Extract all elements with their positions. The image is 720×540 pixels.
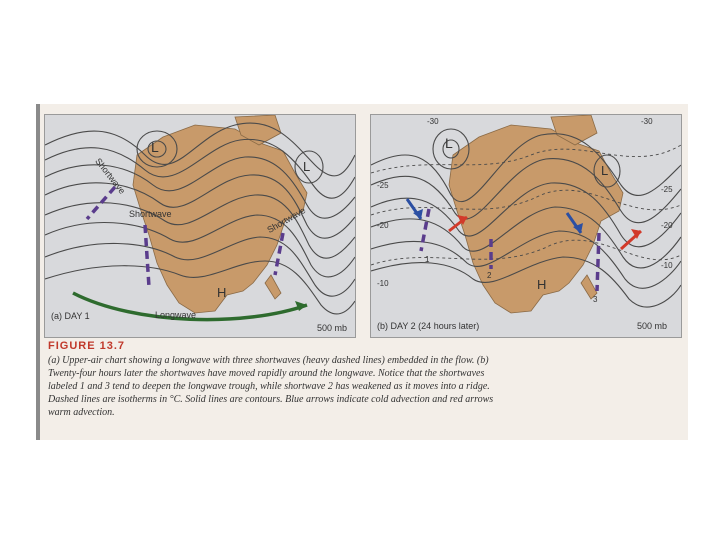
isotherm-label: -30 <box>427 117 439 126</box>
shortwave-label-right: Shortwave <box>265 205 308 235</box>
map-panel-day1 <box>44 114 356 338</box>
low-label-east: L <box>601 163 609 178</box>
isotherm-label: -10 <box>377 279 389 288</box>
panel-label-day1: (a) DAY 1 <box>51 311 90 321</box>
map-panel-day2 <box>370 114 682 338</box>
shortwave-number-1: 1 <box>425 255 430 264</box>
high-label: H <box>537 277 547 292</box>
low-label-west: L <box>151 139 159 155</box>
map-day2-drawing <box>371 115 681 337</box>
shortwave-number-3: 3 <box>593 295 598 304</box>
level-label-day1: 500 mb <box>317 323 348 333</box>
panel-label-day2: (b) DAY 2 (24 hours later) <box>377 321 480 331</box>
shortwave-label-mid: Shortwave <box>129 209 172 219</box>
longwave-label: Longwave <box>155 310 197 320</box>
shortwave-3-line <box>597 233 599 291</box>
shortwave-label-upper: Shortwave <box>93 156 128 196</box>
book-page-scan <box>36 104 688 440</box>
shortwave-number-2: 2 <box>487 271 492 280</box>
low-label-east: L <box>303 159 311 174</box>
level-label-day2: 500 mb <box>637 321 668 331</box>
high-label: H <box>217 285 227 300</box>
low-label-west: L <box>445 135 453 151</box>
map-day1-drawing <box>45 115 355 337</box>
florida-land <box>265 275 281 299</box>
isotherm-label: -25 <box>661 185 673 194</box>
isotherm-label: -10 <box>661 261 673 270</box>
figure-title: FIGURE 13.7 <box>48 340 126 352</box>
isotherm-label: -25 <box>377 181 389 190</box>
shortwave-1-line <box>421 209 429 251</box>
isotherm-label: -20 <box>661 221 673 230</box>
isotherm-label: -30 <box>641 117 653 126</box>
figure-caption: (a) Upper-air chart showing a longwave with three shortwaves (heavy dashed lines) embedded in the flow. (b) Twenty-four hours later the shortwaves have moved rapidly around the longwave. Notice that the shortwaves labeled 1 and 3 tend to deepen the longwave trough, while shortwave 2 has weakened as it moves into a ridge. Dashed lines are isotherms in °C. Solid lines are contours. Blue arrows indicate cold advection and red arrows warm advection. <box>48 355 494 418</box>
page-edge <box>36 104 40 440</box>
isotherm-label: -20 <box>377 221 389 230</box>
